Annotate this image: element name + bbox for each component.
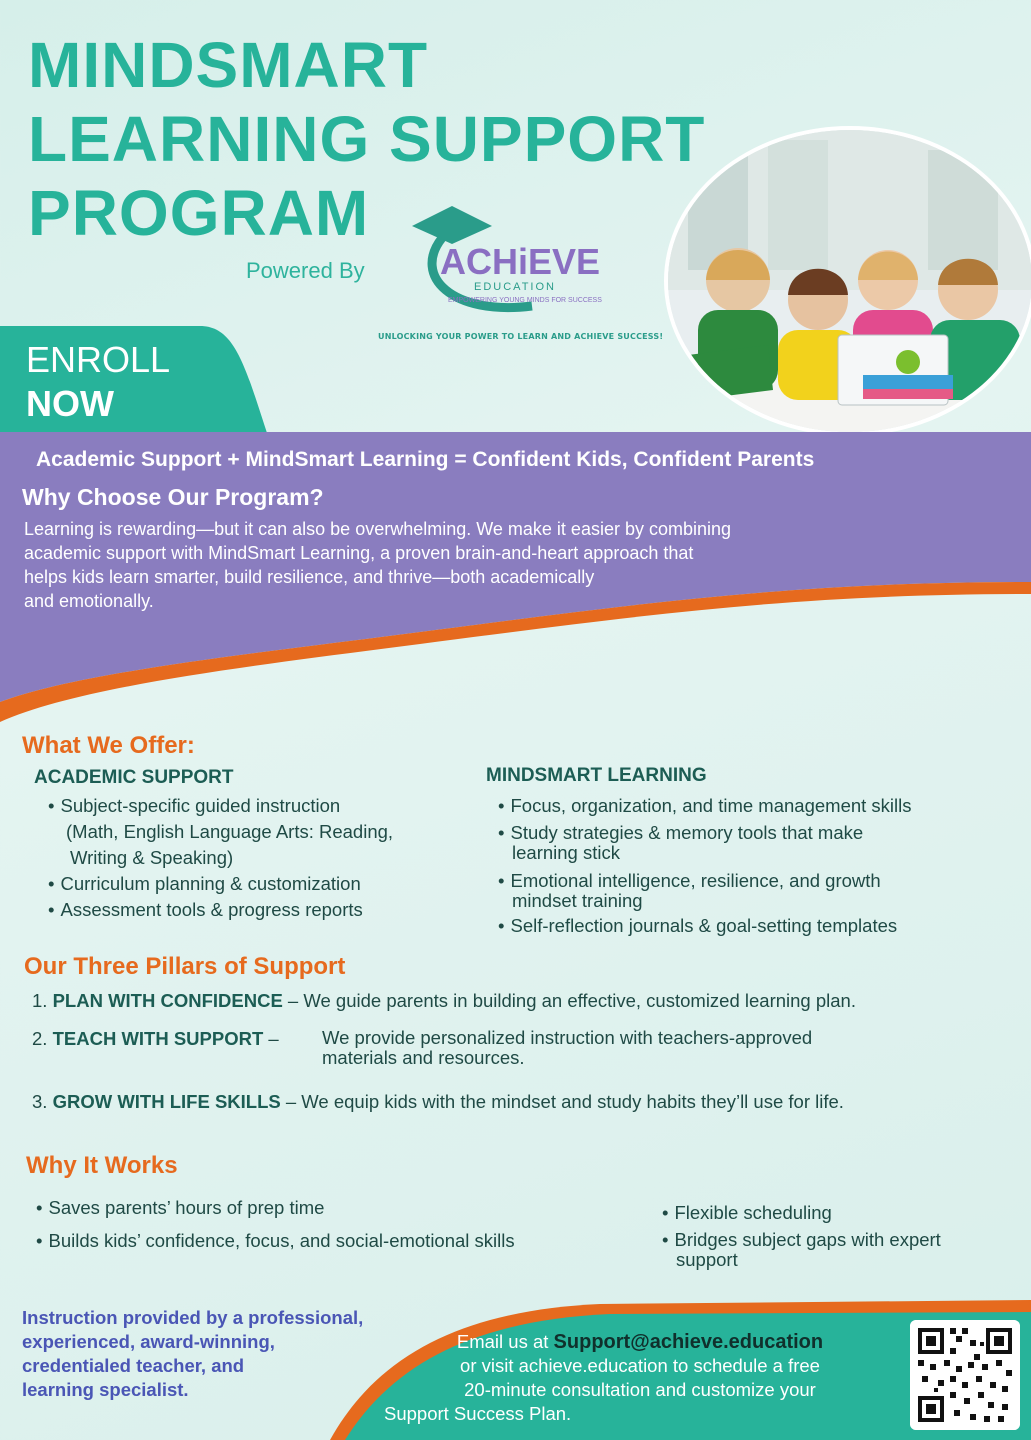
- pillar-1: 1. PLAN WITH CONFIDENCE – We guide parents in building an effective, customized learning plan.: [32, 990, 856, 1011]
- pillars-heading: Our Three Pillars of Support: [24, 953, 346, 980]
- title-line-1: MINDSMART: [28, 29, 429, 101]
- offer-heading: What We Offer:: [22, 732, 195, 759]
- tagline: UNLOCKING YOUR POWER TO LEARN AND ACHIEVE SUCCESS!: [378, 332, 664, 341]
- why-right-1: • Flexible scheduling: [662, 1200, 832, 1226]
- logo-name: ACHiEVE: [440, 241, 601, 282]
- why-works-heading: Why It Works: [26, 1152, 178, 1179]
- now-label: NOW: [26, 383, 114, 424]
- mindsmart-heading: MINDSMART LEARNING: [486, 765, 707, 786]
- list-item: • Emotional intelligence, resilience, and growth: [498, 871, 1018, 891]
- why-right-2: • Bridges subject gaps with expert support: [662, 1230, 941, 1270]
- why-choose-body: Learning is rewarding—but it can also be overwhelming. We make it easier by combining academic support with MindSmart Learning, a proven brain-and-heart approach that helps kids learn smarter, build resilience, and thrive—both academically and emotionally.: [24, 519, 732, 611]
- pillar-2: 2. TEACH WITH SUPPORT –: [32, 1028, 279, 1049]
- mindsmart-list: • Focus, organization, and time management skills • Study strategies & memory tools that make learning stick • Emotional intelligence, resilience, and growth mindset training • Self-reflection journals & goal-setting templates: [498, 793, 1018, 939]
- list-item: • Study strategies & memory tools that make: [498, 823, 1018, 843]
- list-item: • Focus, organization, and time management skills: [498, 793, 1018, 819]
- title-line-3: PROGRAM: [28, 177, 370, 249]
- qr-code[interactable]: [910, 1320, 1020, 1430]
- instruction-note: Instruction provided by a professional, experienced, award-winning, credentialed teacher, and learning specialist.: [22, 1307, 364, 1400]
- list-item: • Curriculum planning & customization: [48, 871, 478, 897]
- why-left-2: • Builds kids’ confidence, focus, and social-emotional skills: [36, 1228, 515, 1254]
- why-left-1: • Saves parents’ hours of prep time: [36, 1195, 324, 1221]
- contact-block: Email us at Support@achieve.education or visit achieve.education to schedule a free 20-minute consultation and customize your Support Success Plan.: [384, 1331, 824, 1424]
- enroll-now-button[interactable]: [26, 338, 170, 426]
- graduation-cap-icon: [412, 206, 492, 244]
- pillar-3: 3. GROW WITH LIFE SKILLS – We equip kids with the mindset and study habits they’ll use for life.: [32, 1091, 844, 1112]
- academic-list: • Subject-specific guided instruction (Math, English Language Arts: Reading, Writing & Speaking) • Curriculum planning & customization • Assessment tools & progress reports: [48, 793, 478, 923]
- powered-by-label: Powered By: [246, 258, 365, 283]
- svg-text:EDUCATION: EDUCATION: [474, 281, 556, 293]
- kids-photo: [664, 126, 1031, 436]
- pillar-2-text: We provide personalized instruction with teachers-approved materials and resources.: [322, 1027, 813, 1068]
- svg-text:EMPOWERING YOUNG MINDS FOR SUC: EMPOWERING YOUNG MINDS FOR SUCCESS: [448, 297, 602, 304]
- list-item: • Subject-specific guided instruction: [48, 793, 478, 819]
- list-item: • Self-reflection journals & goal-setting templates: [498, 913, 1018, 939]
- title-line-2: LEARNING SUPPORT: [28, 103, 706, 175]
- why-choose-heading: Why Choose Our Program?: [22, 484, 324, 510]
- list-item: • Assessment tools & progress reports: [48, 897, 478, 923]
- academic-support-heading: ACADEMIC SUPPORT: [34, 767, 234, 788]
- support-email-link[interactable]: Support@achieve.education: [553, 1331, 824, 1353]
- achieve-logo: [412, 186, 622, 316]
- band-headline: Academic Support + MindSmart Learning = Confident Kids, Confident Parents: [36, 448, 815, 471]
- enroll-label: ENROLL: [26, 339, 171, 380]
